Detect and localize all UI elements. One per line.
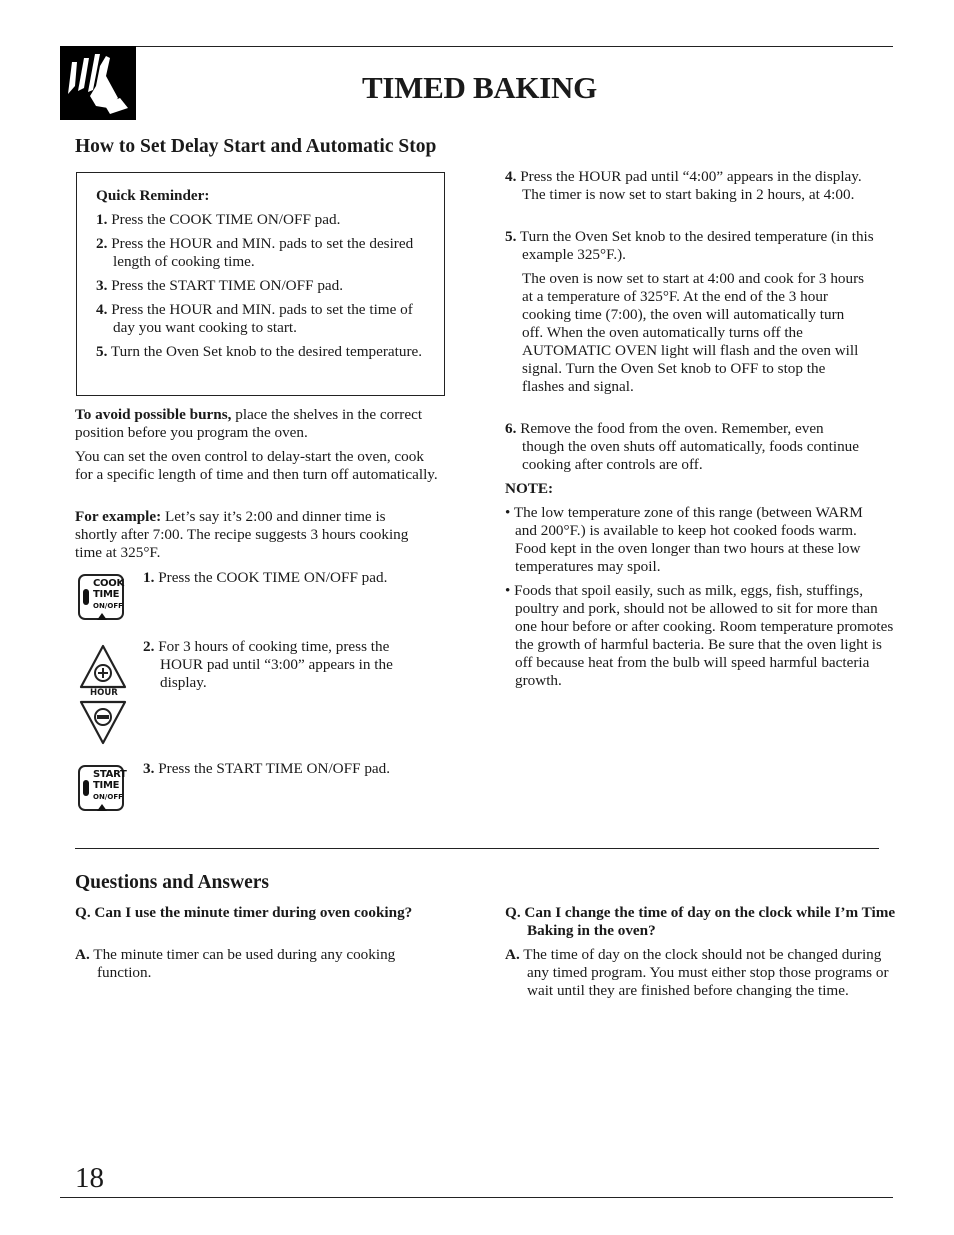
step-text: For 3 hours of cooking time, press the HOUR pad until “3:00” appears in the display. <box>158 638 393 691</box>
question-text: Can I use the minute timer during oven cooking? <box>94 904 413 921</box>
question-label: Q. <box>75 904 91 921</box>
reminder-item-number: 3. <box>96 277 108 294</box>
hour-down-pad-icon <box>78 699 128 747</box>
note-item: • The low temperature zone of this range (between WARM and 200°F.) is available to keep hot cooked foods warm. Food kept in the oven longer than two hours at these low temperatures may spoil. <box>505 504 863 575</box>
step-number: 6. <box>505 420 517 437</box>
answer-text: The minute timer can be used during any cooking function. <box>93 946 396 981</box>
page-number: 18 <box>75 1162 104 1194</box>
reminder-item-text: Press the COOK TIME ON/OFF pad. <box>111 211 341 228</box>
question-label: Q. <box>505 904 521 921</box>
step-text: Turn the Oven Set knob to the desired temperature (in this example 325°F.). <box>519 228 874 263</box>
intro-paragraph: You can set the oven control to delay-start the oven, cook for a specific length of time and then turn off automatically. <box>75 448 438 483</box>
answer-text: The time of day on the clock should not be changed during any timed program. You must either stop those programs or wait until they are finished before changing the time. <box>523 946 889 999</box>
step-number: 1. <box>143 569 155 586</box>
start-pad-line1: START <box>93 769 127 780</box>
cook-time-pad-icon <box>78 574 124 620</box>
reminder-item <box>96 235 433 271</box>
section-heading: How to Set Delay Start and Automatic Stop <box>75 136 437 157</box>
start-pad-line3: ON/OFF <box>93 793 123 801</box>
cook-pad-line3: ON/OFF <box>93 602 123 610</box>
step-number: 4. <box>505 168 517 185</box>
reminder-item-number: 2. <box>96 235 108 252</box>
step-item <box>505 168 884 204</box>
reminder-item-text: Press the HOUR and MIN. pads to set the time of day you want cooking to start. <box>111 301 413 336</box>
start-pad-line2: TIME <box>93 780 120 791</box>
qa-answer <box>505 946 889 1000</box>
reminder-item-text: Press the START TIME ON/OFF pad. <box>111 277 344 294</box>
step-text: Press the COOK TIME ON/OFF pad. <box>158 569 388 586</box>
step-number: 2. <box>143 638 155 655</box>
cook-pad-line1: COOK <box>93 578 124 589</box>
qa-answer <box>75 946 417 982</box>
step-item <box>143 569 450 587</box>
reminder-item-number: 1. <box>96 211 108 228</box>
reminder-item <box>96 343 433 361</box>
step-number: 3. <box>143 760 155 777</box>
page-title: TIMED BAKING <box>362 70 597 105</box>
example-lead: For example: <box>75 508 162 525</box>
burns-warning-text: place the shelves in the correct position before you program the oven. <box>75 406 423 441</box>
example-text: Let’s say it’s 2:00 and dinner time is shortly after 7:00. The recipe suggests 3 hours cooking time at 325°F. <box>75 508 409 561</box>
reminder-title: Quick Reminder: <box>96 187 210 204</box>
reminder-item-number: 5. <box>96 343 108 360</box>
burns-warning-lead: To avoid possible burns, <box>75 406 232 423</box>
answer-label: A. <box>505 946 520 963</box>
section-divider <box>75 848 879 849</box>
reminder-item-number: 4. <box>96 301 108 318</box>
hour-pad-label: HOUR <box>90 688 118 698</box>
bottom-rule <box>60 1197 893 1198</box>
step-item <box>143 760 452 778</box>
step-text: Press the START TIME ON/OFF pad. <box>158 760 391 777</box>
step-number: 5. <box>505 228 517 245</box>
hour-up-pad-icon <box>78 643 128 691</box>
reminder-item <box>96 301 433 337</box>
burns-warning <box>75 406 435 442</box>
example-paragraph <box>75 508 420 562</box>
top-rule <box>60 46 893 47</box>
reminder-item-text: Press the HOUR and MIN. pads to set the desired length of cooking time. <box>111 235 414 270</box>
step-text: Remove the food from the oven. Remember, even though the oven shuts off automatically, foods continue cooking after controls are off. <box>520 420 860 473</box>
note-item: • Foods that spoil easily, such as milk, eggs, fish, stuffings, poultry and pork, should not be allowed to sit for more than one hour before or after cooking. Room temperature promotes the growth of harmful bacteria. Be sure that the oven light is off because heat from the bulb will speed harmful bacteria growth. <box>505 582 894 689</box>
cook-pad-line2: TIME <box>93 589 120 600</box>
qa-question <box>75 904 427 922</box>
oven-set-paragraph: The oven is now set to start at 4:00 and cook for 3 hours at a temperature of 325°F. At the end of the 3 hour cooking time (7:00), the oven will automatically turn off. When the oven automatically turns off the AUTOMATIC OVEN light will flash and the oven will signal. Turn the Oven Set knob to OFF to stop the flashes and signal. <box>522 270 865 395</box>
step-item <box>505 420 860 474</box>
question-text: Can I change the time of day on the clock while I’m Time Baking in the oven? <box>524 904 896 939</box>
reminder-item-text: Turn the Oven Set knob to the desired temperature. <box>110 343 423 360</box>
reminder-item <box>96 211 433 229</box>
step-item <box>505 228 894 264</box>
reminder-item <box>96 277 433 295</box>
qa-question <box>505 904 907 940</box>
start-time-pad-icon <box>78 765 127 811</box>
step-item <box>143 638 432 692</box>
step-text: Press the HOUR pad until “4:00” appears in the display. The timer is now set to start baking in 2 hours, at 4:00. <box>520 168 862 203</box>
answer-label: A. <box>75 946 90 963</box>
qa-heading: Questions and Answers <box>75 872 269 893</box>
hand-pressing-pad-icon <box>60 46 136 120</box>
note-title: NOTE: <box>505 480 554 497</box>
